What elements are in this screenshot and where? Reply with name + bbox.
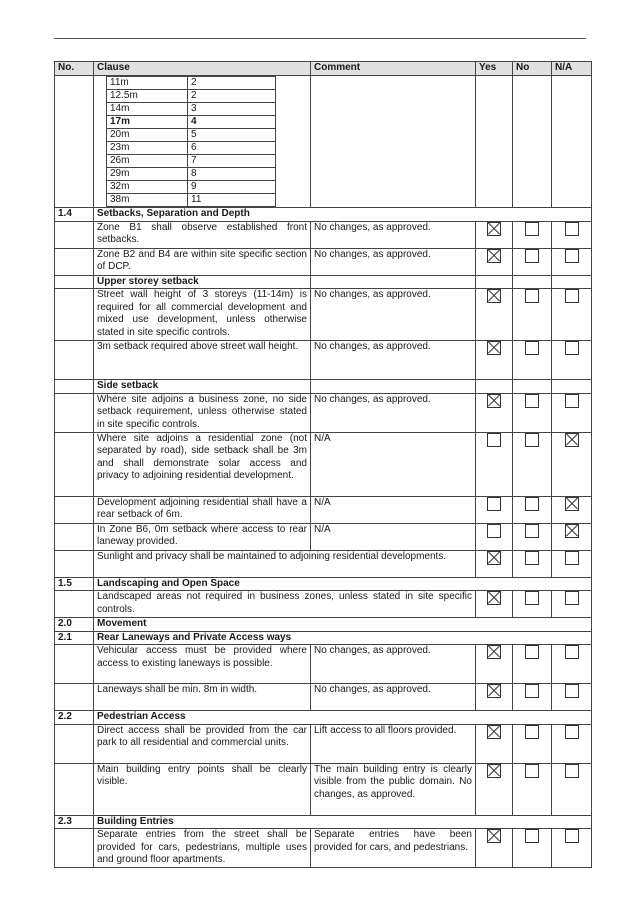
section-number: 2.0 (55, 618, 94, 632)
checkbox-na[interactable] (565, 725, 579, 739)
height-value: 29m (107, 168, 188, 181)
checkbox-no[interactable] (525, 289, 539, 303)
comment-text: N/A (311, 432, 476, 496)
height-value: 38m (107, 194, 188, 207)
checkbox-yes[interactable] (487, 433, 501, 447)
checkbox-yes[interactable] (487, 524, 501, 538)
storeys-value: 2 (188, 90, 276, 103)
clause-text: Zone B2 and B4 are within site specific section of DCP. (94, 248, 311, 275)
checkbox-na[interactable] (565, 684, 579, 698)
storeys-value: 5 (188, 129, 276, 142)
table-header-row (55, 62, 592, 76)
checkbox-no[interactable] (525, 341, 539, 355)
checkbox-na[interactable] (565, 645, 579, 659)
storeys-value: 6 (188, 142, 276, 155)
clause-text: In Zone B6, 0m setback where access to rear laneway provided. (94, 523, 311, 550)
clause-text: Laneways shall be min. 8m in width. (94, 684, 311, 711)
clause-text: Sunlight and privacy shall be maintained to adjoining residential developments. (94, 550, 476, 577)
section-number: 2.1 (55, 631, 94, 645)
storeys-value: 4 (188, 116, 276, 129)
table-row (55, 523, 592, 550)
table-row (55, 724, 592, 763)
clause-text: Zone B1 shall observe established front setbacks. (94, 221, 311, 248)
clause-text: Where site adjoins a residential zone (not separated by road), side setback shall be 3m and shall demonstrate solar access and privacy to adjoining residential development. (94, 432, 311, 496)
storeys-value: 11 (188, 194, 276, 207)
table-row (55, 432, 592, 496)
storeys-value: 3 (188, 103, 276, 116)
table-row (55, 341, 592, 380)
comment-text: The main building entry is clearly visible from the public domain. No changes, as approved. (311, 763, 476, 815)
section-number: 1.5 (55, 577, 94, 591)
checkbox-yes-checked[interactable] (487, 591, 501, 605)
header-rule (54, 38, 586, 39)
table-row (55, 289, 592, 341)
height-row (107, 155, 276, 168)
height-value: 14m (107, 103, 188, 116)
table-row (55, 221, 592, 248)
height-value: 26m (107, 155, 188, 168)
section-title: Setbacks, Separation and Depth (94, 208, 592, 222)
checkbox-yes-checked[interactable] (487, 249, 501, 263)
header-no-col: No (513, 62, 552, 76)
checkbox-na[interactable] (565, 764, 579, 778)
height-value: 23m (107, 142, 188, 155)
height-row (107, 77, 276, 90)
table-row (55, 496, 592, 523)
height-row (107, 103, 276, 116)
checkbox-no[interactable] (525, 551, 539, 565)
comment-text: No changes, as approved. (311, 341, 476, 380)
clause-text: Development adjoining residential shall have a rear setback of 6m. (94, 496, 311, 523)
height-row (107, 90, 276, 103)
checkbox-na[interactable] (565, 289, 579, 303)
table-row (55, 684, 592, 711)
clause-text: 3m setback required above street wall height. (94, 341, 311, 380)
section-number: 1.4 (55, 208, 94, 222)
checkbox-yes-checked[interactable] (487, 551, 501, 565)
comment-text: N/A (311, 523, 476, 550)
checkbox-na[interactable] (565, 829, 579, 843)
clause-text: Street wall height of 3 storeys (11-14m) is required for all commercial development and mixed use development, unless otherwise stated in site specific controls. (94, 289, 311, 341)
clause-text: Separate entries from the street shall be provided for cars, pedestrians, multiple uses and ground floor apartments. (94, 829, 311, 868)
checkbox-na[interactable] (565, 249, 579, 263)
checkbox-no[interactable] (525, 524, 539, 538)
height-value: 17m (107, 116, 188, 129)
checkbox-na[interactable] (565, 222, 579, 236)
checkbox-yes-checked[interactable] (487, 725, 501, 739)
checkbox-no[interactable] (525, 497, 539, 511)
checkbox-no[interactable] (525, 684, 539, 698)
checkbox-no[interactable] (525, 725, 539, 739)
storeys-value: 7 (188, 155, 276, 168)
clause-text: Landscaped areas not required in business zones, unless stated in site specific controls. (94, 591, 476, 618)
height-row (107, 194, 276, 207)
checkbox-yes-checked[interactable] (487, 222, 501, 236)
storeys-value: 9 (188, 181, 276, 194)
table-row (55, 829, 592, 868)
table-row (55, 645, 592, 684)
checkbox-no[interactable] (525, 433, 539, 447)
height-row (107, 116, 276, 129)
checkbox-yes-checked[interactable] (487, 394, 501, 408)
checkbox-no[interactable] (525, 764, 539, 778)
height-row (107, 129, 276, 142)
section-title: Movement (94, 618, 592, 632)
header-na: N/A (552, 62, 592, 76)
section-number: 2.3 (55, 815, 94, 829)
height-value: 32m (107, 181, 188, 194)
checkbox-yes-checked[interactable] (487, 645, 501, 659)
checkbox-yes[interactable] (487, 497, 501, 511)
checkbox-no[interactable] (525, 591, 539, 605)
clause-text: Direct access shall be provided from the car park to all residential and commercial units. (94, 724, 311, 763)
comment-text: Separate entries have been provided for cars, and pedestrians. (311, 829, 476, 868)
checkbox-na-checked[interactable] (565, 497, 579, 511)
table-row (55, 550, 592, 577)
section-row (55, 618, 592, 632)
compliance-table (54, 61, 592, 868)
checkbox-na[interactable] (565, 591, 579, 605)
checkbox-yes-checked[interactable] (487, 341, 501, 355)
section-title: Pedestrian Access (94, 711, 592, 725)
checkbox-na[interactable] (565, 394, 579, 408)
table-row (55, 763, 592, 815)
comment-text: No changes, as approved. (311, 393, 476, 432)
header-yes: Yes (476, 62, 513, 76)
height-row (107, 168, 276, 181)
table-row (55, 393, 592, 432)
clause-text: Main building entry points shall be clearly visible. (94, 763, 311, 815)
checkbox-na-checked[interactable] (565, 433, 579, 447)
height-value: 11m (107, 77, 188, 90)
height-value: 12.5m (107, 90, 188, 103)
table-row (55, 591, 592, 618)
checkbox-no[interactable] (525, 394, 539, 408)
subsection-row (55, 275, 592, 289)
height-table-row (55, 76, 592, 208)
subsection-title: Upper storey setback (94, 275, 311, 289)
checkbox-na[interactable] (565, 551, 579, 565)
checkbox-no[interactable] (525, 645, 539, 659)
section-title: Building Entries (94, 815, 592, 829)
header-clause: Clause (94, 62, 311, 76)
header-no: No. (55, 62, 94, 76)
subsection-title: Side setback (94, 380, 311, 394)
section-number: 2.2 (55, 711, 94, 725)
checkbox-no[interactable] (525, 222, 539, 236)
checkbox-no[interactable] (525, 829, 539, 843)
header-comment: Comment (311, 62, 476, 76)
height-row (107, 181, 276, 194)
checkbox-no[interactable] (525, 249, 539, 263)
comment-text: No changes, as approved. (311, 248, 476, 275)
checkbox-na[interactable] (565, 341, 579, 355)
checkbox-yes-checked[interactable] (487, 289, 501, 303)
table-row (55, 248, 592, 275)
comment-text: No changes, as approved. (311, 684, 476, 711)
comment-text: No changes, as approved. (311, 645, 476, 684)
checkbox-yes-checked[interactable] (487, 684, 501, 698)
comment-text: Lift access to all floors provided. (311, 724, 476, 763)
section-row (55, 711, 592, 725)
subsection-row (55, 380, 592, 394)
clause-text: Vehicular access must be provided where access to existing laneways is possible. (94, 645, 311, 684)
clause-text: Where site adjoins a business zone, no side setback requirement, unless otherwise stated in site specific controls. (94, 393, 311, 432)
checkbox-yes-checked[interactable] (487, 764, 501, 778)
section-row (55, 208, 592, 222)
section-title: Rear Laneways and Private Access ways (94, 631, 592, 645)
checkbox-yes-checked[interactable] (487, 829, 501, 843)
storeys-value: 2 (188, 77, 276, 90)
section-title: Landscaping and Open Space (94, 577, 592, 591)
storeys-value: 8 (188, 168, 276, 181)
section-row (55, 631, 592, 645)
section-row (55, 577, 592, 591)
comment-text: No changes, as approved. (311, 221, 476, 248)
checkbox-na-checked[interactable] (565, 524, 579, 538)
comment-text: No changes, as approved. (311, 289, 476, 341)
section-row (55, 815, 592, 829)
height-storeys-table (106, 76, 276, 207)
comment-text: N/A (311, 496, 476, 523)
height-row (107, 142, 276, 155)
height-value: 20m (107, 129, 188, 142)
